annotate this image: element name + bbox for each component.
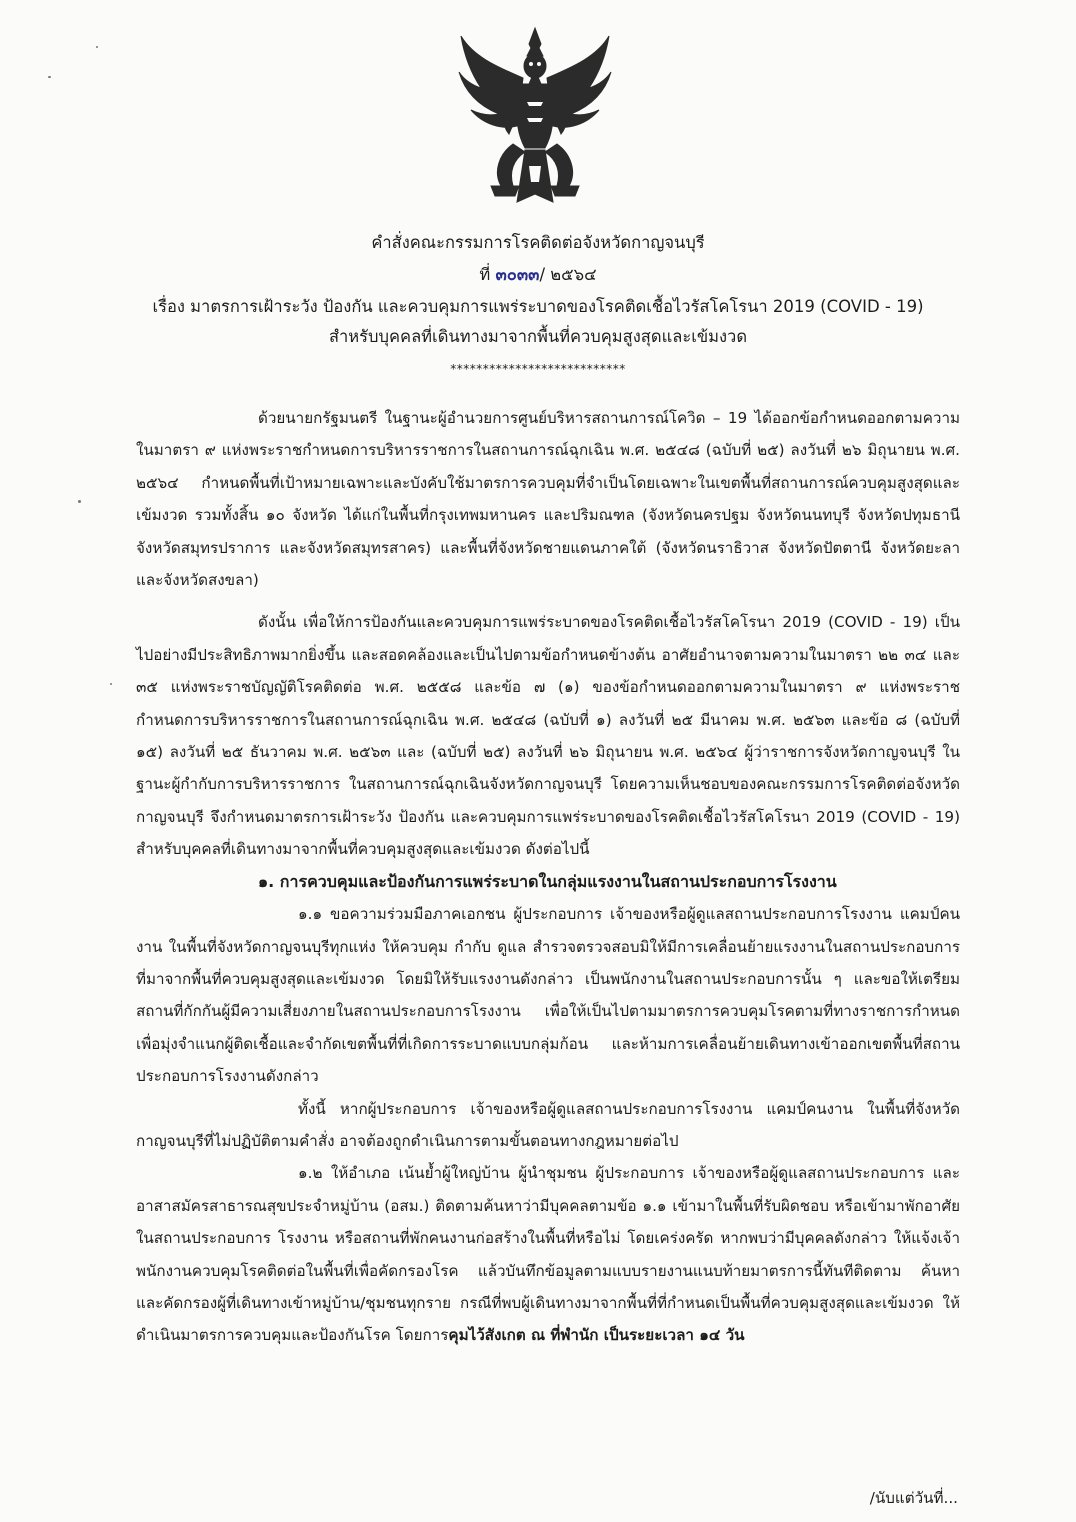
- order-number-year: / ๒๕๖๔: [539, 265, 597, 284]
- scan-speck: [78, 500, 81, 503]
- order-title: คำสั่งคณะกรรมการโรคติดต่อจังหวัดกาญจนบุรี: [371, 233, 705, 252]
- item-1-2: [136, 1157, 960, 1351]
- item-1-1: ๑.๑ ขอความร่วมมือภาคเอกชน ผู้ประกอบการ เจ้าของหรือผู้ดูแลสถานประกอบการโรงงาน แคมป์คนงาน ในพื้นที่จังหวัดกาญจนบุรีทุกแห่ง ให้ควบคุม กำกับ ดูแล สำรวจตรวจสอบมิให้มีการเคลื่อนย้ายแรงงานในสถานประกอบการที่มาจากพื้นที่ควบคุมสูงสุดและเข้มงวด โดยมิให้รับแรงงานดังกล่าว เป็นพนักงานในสถานประกอบการนั้น ๆ และขอให้เตรียมสถานที่กักกันผู้มีความเสี่ยงภายในสถานประกอบการโรงงาน เพื่อให้เป็นไปตามมาตรการควบคุมโรคตามที่ทางราชการกำหนด เพื่อมุ่งจำแนกผู้ติดเชื้อและจำกัดเขตพื้นที่ที่เกิดการระบาดแบบกลุ่มก้อน และห้ามการเคลื่อนย้ายเดินทางเข้าออกเขตพื้นที่สถานประกอบการโรงงานดังกล่าว: [136, 905, 960, 1086]
- order-body: [136, 402, 960, 1352]
- item-1-2-text: ๑.๒ ให้อำเภอ เน้นย้ำผู้ใหญ่บ้าน ผู้นำชุมชน ผู้ประกอบการ เจ้าของหรือผู้ดูแลสถานประกอบการ และอาสาสมัครสาธารณสุขประจำหมู่บ้าน (อสม.) ติดตามค้นหาว่ามีบุคคลตามข้อ ๑.๑ เข้ามาในพื้นที่รับผิดชอบ หรือเข้ามาพักอาศัยในสถานประกอบการ โรงงาน หรือสถานที่พักคนงานก่อสร้างในพื้นที่หรือไม่ โดยเคร่งครัด หากพบว่ามีบุคคลดังกล่าว ให้แจ้งเจ้าพนักงานควบคุมโรคติดต่อในพื้นที่เพื่อคัดกรองโรค แล้วบันทึกข้อมูลตามแบบรายงานแนบท้ายมาตรการนี้ทันทีติดตาม ค้นหา และคัดกรองผู้ที่เดินทางเข้าหมู่บ้าน/ชุมชนทุกราย กรณีที่พบผู้เดินทางมาจากพื้นที่ที่กำหนดเป็นพื้นที่ควบคุมสูงสุดและเข้มงวด ให้ดำเนินมาตรการควบคุมและป้องกันโรค: [136, 1164, 960, 1345]
- paragraph-preamble: ด้วยนายกรัฐมนตรี ในฐานะผู้อำนวยการศูนย์บริหารสถานการณ์โควิด – 19 ได้ออกข้อกำหนดออกตามความในมาตรา ๙ แห่งพระราชกำหนดการบริหารราชการในสถานการณ์ฉุกเฉิน พ.ศ. ๒๕๔๘ (ฉบับที่ ๒๕) ลงวันที่ ๒๖ มิถุนายน พ.ศ. ๒๕๖๔ กำหนดพื้นที่เป้าหมายเฉพาะและบังคับใช้มาตรการควบคุมที่จำเป็นโดยเฉพาะในเขตพื้นที่สถานการณ์ควบคุมสูงสุดและเข้มงวด รวมทั้งสิ้น ๑๐ จังหวัด ได้แก่ในพื้นที่กรุงเทพมหานคร และปริมณฑล (จังหวัดนครปฐม จังหวัดนนทบุรี จังหวัดปทุมธานี จังหวัดสมุทรปราการ และจังหวัดสมุทรสาคร) และพื้นที่จังหวัดชายแดนภาคใต้ (จังหวัดนราธิวาส จังหวัดปัตตานี จังหวัดยะลา และจังหวัดสงขลา): [136, 409, 960, 590]
- order-subject: เรื่อง มาตรการเฝ้าระวัง ป้องกัน และควบคุมการแพร่ระบาดของโรคติดเชื้อไวรัสโคโรนา 2019 (COVID - 19): [152, 297, 924, 316]
- paragraph-authority: ดังนั้น เพื่อให้การป้องกันและควบคุมการแพร่ระบาดของโรคติดเชื้อไวรัสโคโรนา 2019 (COVID - 19) เป็นไปอย่างมีประสิทธิภาพมากยิ่งขึ้น และสอดคล้องและเป็นไปตามข้อกำหนดข้างต้น อาศัยอำนาจตามความในมาตรา ๒๒ ๓๔ และ ๓๕ แห่งพระราชบัญญัติโรคติดต่อ พ.ศ. ๒๕๕๘ และข้อ ๗ (๑) ของข้อกำหนดออกตามความในมาตรา ๙ แห่งพระราชกำหนดการบริหารราชการในสถานการณ์ฉุกเฉิน พ.ศ. ๒๕๔๘ (ฉบับที่ ๑) ลงวันที่ ๒๕ มีนาคม พ.ศ. ๒๕๖๓ และข้อ ๘ (ฉบับที่ ๑๕) ลงวันที่ ๒๕ ธันวาคม พ.ศ. ๒๕๖๓ และ (ฉบับที่ ๒๕) ลงวันที่ ๒๖ มิถุนายน พ.ศ. ๒๕๖๔ ผู้ว่าราชการจังหวัดกาญจนบุรี ในฐานะผู้กำกับการบริหารราชการ ในสถานการณ์ฉุกเฉินจังหวัดกาญจนบุรี โดยความเห็นชอบของคณะกรรมการโรคติดต่อจังหวัดกาญจนบุรี จึงกำหนดมาตรการเฝ้าระวัง ป้องกัน และควบคุมการแพร่ระบาดของโรคติดเชื้อไวรัสโคโรนา 2019 (COVID - 19) สำหรับบุคคลที่เดินทางมาจากพื้นที่ควบคุมสูงสุดและเข้มงวด ดังต่อไปนี้: [136, 613, 960, 859]
- section-1-heading: ๑. การควบคุมและป้องกันการแพร่ระบาดในกลุ่มแรงงานในสถานประกอบการโรงงาน: [258, 871, 837, 891]
- scan-speck: [48, 76, 51, 78]
- order-number: [0, 262, 1076, 288]
- item-1-1-penalty: ทั้งนี้ หากผู้ประกอบการ เจ้าของหรือผู้ดูแลสถานประกอบการโรงงาน แคมป์คนงาน ในพื้นที่จังหวัดกาญจนบุรีที่ไม่ปฏิบัติตามคำสั่ง อาจต้องถูกดำเนินการตามขั้นตอนทางกฎหมายต่อไป: [136, 1099, 960, 1150]
- scan-speck: [110, 683, 112, 685]
- order-subject-line2: สำหรับบุคคลที่เดินทางมาจากพื้นที่ควบคุมสูงสุดและเข้มงวด: [328, 327, 748, 346]
- order-number-value: ๓๐๓๓: [495, 265, 540, 284]
- continuation-marker: /นับแต่วันที่...: [869, 1489, 958, 1507]
- garuda-emblem: [455, 26, 615, 212]
- scan-speck: [96, 46, 98, 48]
- order-number-prefix: ที่: [479, 265, 491, 284]
- separator-stars: ***************************: [450, 362, 626, 376]
- item-1-2-end: โดยการ: [395, 1326, 449, 1345]
- item-1-2-emphasis: คุมไว้สังเกต ณ ที่พำนัก เป็นระยะเวลา ๑๔ วัน: [448, 1326, 745, 1345]
